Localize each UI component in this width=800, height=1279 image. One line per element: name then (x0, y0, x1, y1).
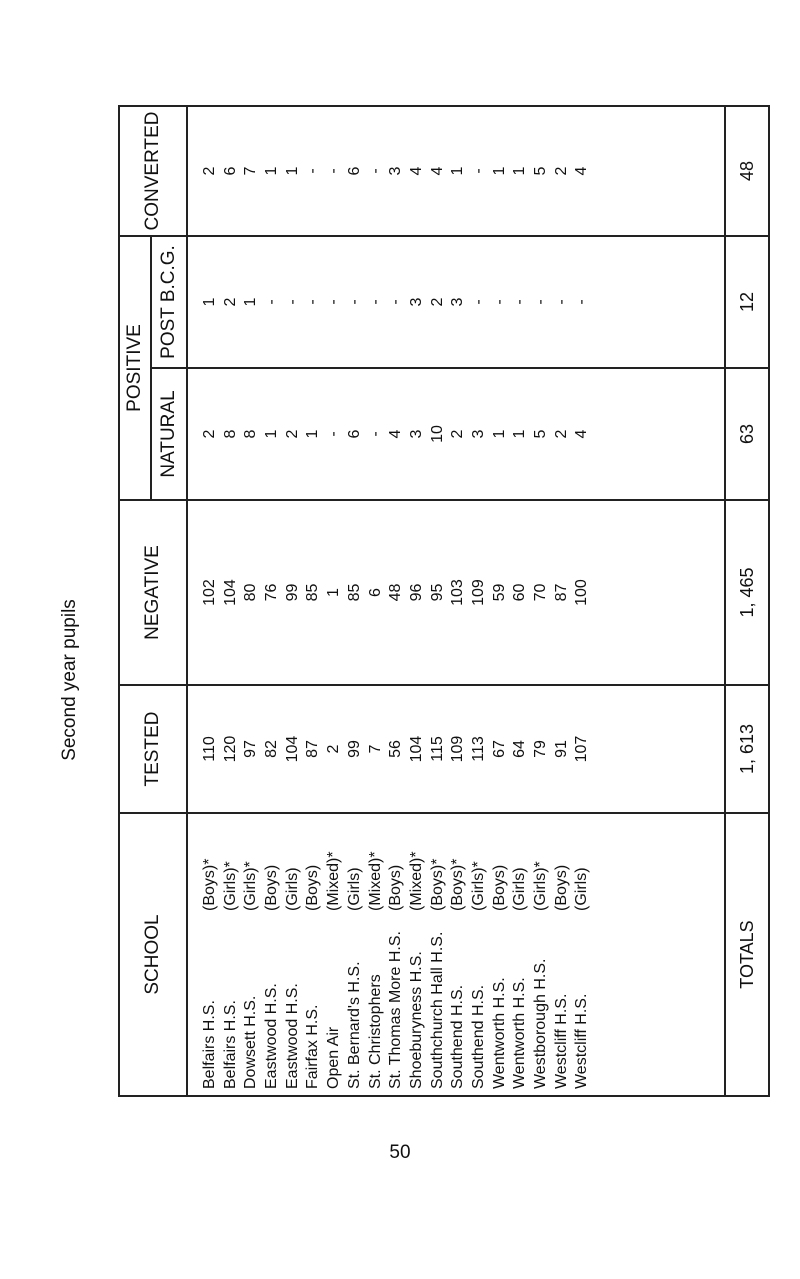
school-group: (Mixed)* (366, 851, 384, 911)
school-group: (Mixed)* (407, 851, 425, 911)
cell-school (324, 814, 345, 1089)
school-group: (Boys) (387, 864, 405, 911)
cell-converted: 1 (283, 166, 301, 176)
cell-converted: - (469, 168, 487, 174)
school-name: Westborough H.S. (532, 958, 549, 1089)
cell-post-bcg: 1 (201, 297, 218, 307)
school-name: Westcliff H.S. (552, 993, 570, 1089)
cell-post-bcg: - (552, 299, 570, 305)
cell-post-bcg: - (283, 299, 301, 305)
school-group: (Boys) (304, 864, 322, 911)
cell-post-bcg: - (304, 299, 322, 305)
cell-negative: 60 (511, 583, 529, 602)
total-negative: 1, 465 (725, 500, 769, 685)
school-group: (Boys) (552, 864, 570, 911)
cell-tested: 109 (449, 735, 467, 763)
cell-tested: 7 (366, 744, 384, 754)
school-group: (Girls)* (469, 861, 487, 911)
cell-natural: 4 (573, 429, 591, 439)
header-negative: NEGATIVE (119, 500, 187, 685)
cell-tested: 56 (387, 740, 405, 758)
header-natural: NATURAL (151, 368, 187, 500)
cell-natural: 1 (511, 429, 529, 439)
school-group: (Boys)* (449, 858, 467, 911)
school-name: St. Thomas More H.S. (387, 931, 405, 1089)
cell-converted: 1 (511, 166, 529, 176)
school-group: (Girls) (345, 867, 363, 911)
school-name: Dowsett H.S. (242, 995, 260, 1089)
cell-converted: 2 (552, 166, 570, 176)
cell-natural: 10 (428, 425, 446, 443)
cell-tested: 113 (469, 736, 487, 762)
page-title: Second year pupils (59, 599, 80, 761)
school-name: Eastwood H.S. (283, 983, 301, 1089)
total-tested: 1, 613 (725, 685, 769, 813)
school-name: Wentworth H.S. (490, 977, 508, 1089)
school-group: (Girls)* (221, 861, 239, 911)
header-school: SCHOOL (119, 813, 187, 1096)
cell-natural: 2 (552, 429, 570, 439)
school-name: Southend H.S. (449, 984, 467, 1089)
school-column (187, 813, 725, 1096)
school-name: Belfairs H.S. (201, 1000, 218, 1089)
school-group: (Girls) (511, 867, 529, 911)
cell-converted: 1 (490, 166, 508, 176)
cell-tested: 110 (201, 736, 218, 762)
cell-converted: 1 (449, 166, 467, 176)
converted-column (187, 106, 725, 236)
cell-negative: 80 (242, 583, 260, 602)
cell-tested: 120 (221, 735, 239, 763)
cell-tested: 107 (573, 735, 591, 763)
cell-natural: 8 (221, 429, 239, 439)
cell-negative: 95 (428, 583, 446, 602)
cell-negative: 103 (449, 579, 467, 606)
cell-natural: 3 (469, 429, 487, 439)
cell-natural: 2 (449, 429, 467, 439)
cell-tested: 104 (407, 735, 425, 763)
cell-tested: 87 (304, 740, 322, 758)
cell-negative: 87 (552, 583, 570, 602)
cell-post-bcg: 2 (221, 297, 239, 307)
cell-natural: 1 (490, 429, 508, 439)
cell-tested: 2 (325, 744, 343, 754)
school-group: (Girls)* (532, 861, 549, 911)
cell-school (386, 814, 407, 1089)
cell-negative: 76 (263, 583, 281, 602)
cell-negative: 6 (366, 588, 384, 597)
cell-natural: 2 (201, 429, 218, 439)
cell-converted: - (366, 168, 384, 174)
header-positive: POSITIVE (119, 236, 151, 500)
cell-post-bcg: - (573, 299, 591, 305)
school-name: Open Air (325, 1026, 343, 1089)
cell-negative: 96 (407, 583, 425, 602)
cell-negative: 109 (469, 579, 487, 606)
tested-column (187, 685, 725, 813)
cell-school (428, 814, 449, 1089)
school-name: St. Christophers (366, 974, 384, 1089)
cell-converted: 1 (263, 166, 281, 176)
school-name: Wentworth H.S. (511, 977, 529, 1089)
cell-natural: 4 (387, 429, 405, 439)
school-group: (Boys) (490, 864, 508, 911)
school-name: Southend H.S. (469, 984, 487, 1089)
school-name: Fairfax H.S. (304, 1004, 322, 1089)
school-group: (Girls)* (242, 861, 260, 911)
cell-school (572, 814, 593, 1089)
cell-natural: 3 (407, 429, 425, 439)
school-group: (Boys) (263, 864, 281, 911)
rotated-table-container (118, 107, 770, 1097)
school-name: Belfairs H.S. (221, 1000, 239, 1089)
cell-tested: 79 (532, 740, 549, 758)
header-post-bcg: POST B.C.G. (151, 236, 187, 368)
cell-school (510, 814, 531, 1089)
cell-school (303, 814, 324, 1089)
cell-negative: 48 (387, 583, 405, 602)
cell-natural: - (366, 431, 384, 437)
cell-school (448, 814, 469, 1089)
school-name: Shoeburyness H.S. (407, 951, 425, 1089)
cell-negative: 102 (201, 579, 218, 606)
cell-converted: - (325, 168, 343, 174)
cell-negative: 85 (304, 583, 322, 602)
cell-negative: 104 (221, 579, 239, 606)
cell-school (366, 814, 387, 1089)
cell-negative: 59 (490, 583, 508, 602)
cell-post-bcg: - (490, 299, 508, 305)
cell-post-bcg: 3 (449, 297, 467, 307)
cell-tested: 104 (283, 735, 301, 763)
cell-school (552, 814, 573, 1089)
cell-tested: 99 (345, 740, 363, 758)
school-group: (Girls) (573, 867, 591, 911)
cell-school (469, 814, 490, 1089)
cell-post-bcg: - (366, 299, 384, 305)
cell-negative: 85 (345, 583, 363, 602)
cell-natural: 2 (283, 429, 301, 439)
cell-school (262, 814, 283, 1089)
cell-converted: 4 (573, 166, 591, 176)
cell-converted: 3 (387, 166, 405, 176)
post-bcg-column (187, 236, 725, 368)
school-name: Southchurch Hall H.S. (428, 931, 446, 1089)
cell-post-bcg: - (469, 299, 487, 305)
cell-post-bcg: - (345, 299, 363, 305)
cell-post-bcg: - (263, 299, 281, 305)
cell-post-bcg: - (325, 299, 343, 305)
cell-negative: 1 (325, 588, 343, 597)
cell-post-bcg: - (532, 299, 549, 305)
totals-label: TOTALS (725, 813, 769, 1096)
cell-natural: 6 (345, 429, 363, 439)
tuberculin-results-table (118, 105, 770, 1097)
cell-converted: 4 (428, 166, 446, 176)
school-group: (Boys)* (201, 858, 218, 911)
cell-school (241, 814, 262, 1089)
cell-school (283, 814, 304, 1089)
total-natural: 63 (725, 368, 769, 500)
cell-post-bcg: 1 (242, 297, 260, 307)
cell-post-bcg: 3 (407, 297, 425, 307)
natural-column (187, 368, 725, 500)
cell-converted: 7 (242, 166, 260, 176)
cell-converted: - (304, 168, 322, 174)
cell-tested: 91 (552, 740, 570, 758)
school-name: Westcliff H.S. (573, 993, 591, 1089)
total-post-bcg: 12 (725, 236, 769, 368)
cell-tested: 115 (428, 736, 446, 762)
cell-school (531, 814, 552, 1089)
cell-natural: 1 (263, 429, 281, 439)
cell-tested: 82 (263, 740, 281, 758)
school-name: St. Bernard's H.S. (345, 961, 363, 1089)
cell-post-bcg: - (387, 299, 405, 305)
cell-tested: 67 (490, 740, 508, 758)
cell-school (490, 814, 511, 1089)
cell-converted: 6 (221, 166, 239, 176)
cell-negative: 70 (532, 583, 549, 602)
cell-natural: 8 (242, 429, 260, 439)
cell-converted: 4 (407, 166, 425, 176)
cell-negative: 99 (283, 583, 301, 602)
school-group: (Mixed)* (325, 851, 343, 911)
cell-school (345, 814, 366, 1089)
cell-natural: 1 (304, 429, 322, 439)
school-group: (Boys)* (428, 858, 446, 911)
cell-school (407, 814, 428, 1089)
cell-tested: 64 (511, 740, 529, 758)
cell-converted: 5 (532, 166, 549, 176)
cell-post-bcg: - (511, 299, 529, 305)
cell-converted: 2 (201, 166, 218, 176)
cell-natural: 5 (532, 429, 549, 439)
cell-post-bcg: 2 (428, 297, 446, 307)
header-tested: TESTED (119, 685, 187, 813)
total-converted: 48 (725, 106, 769, 236)
header-converted: CONVERTED (119, 106, 187, 236)
negative-column (187, 500, 725, 685)
school-group: (Girls) (283, 867, 301, 911)
cell-converted: 6 (345, 166, 363, 176)
cell-natural: - (325, 431, 343, 437)
cell-school (221, 814, 242, 1089)
cell-negative: 100 (573, 579, 591, 606)
cell-tested: 97 (242, 740, 260, 758)
page-number: 50 (389, 1142, 411, 1163)
school-name: Eastwood H.S. (263, 983, 281, 1089)
cell-school (200, 814, 221, 1089)
